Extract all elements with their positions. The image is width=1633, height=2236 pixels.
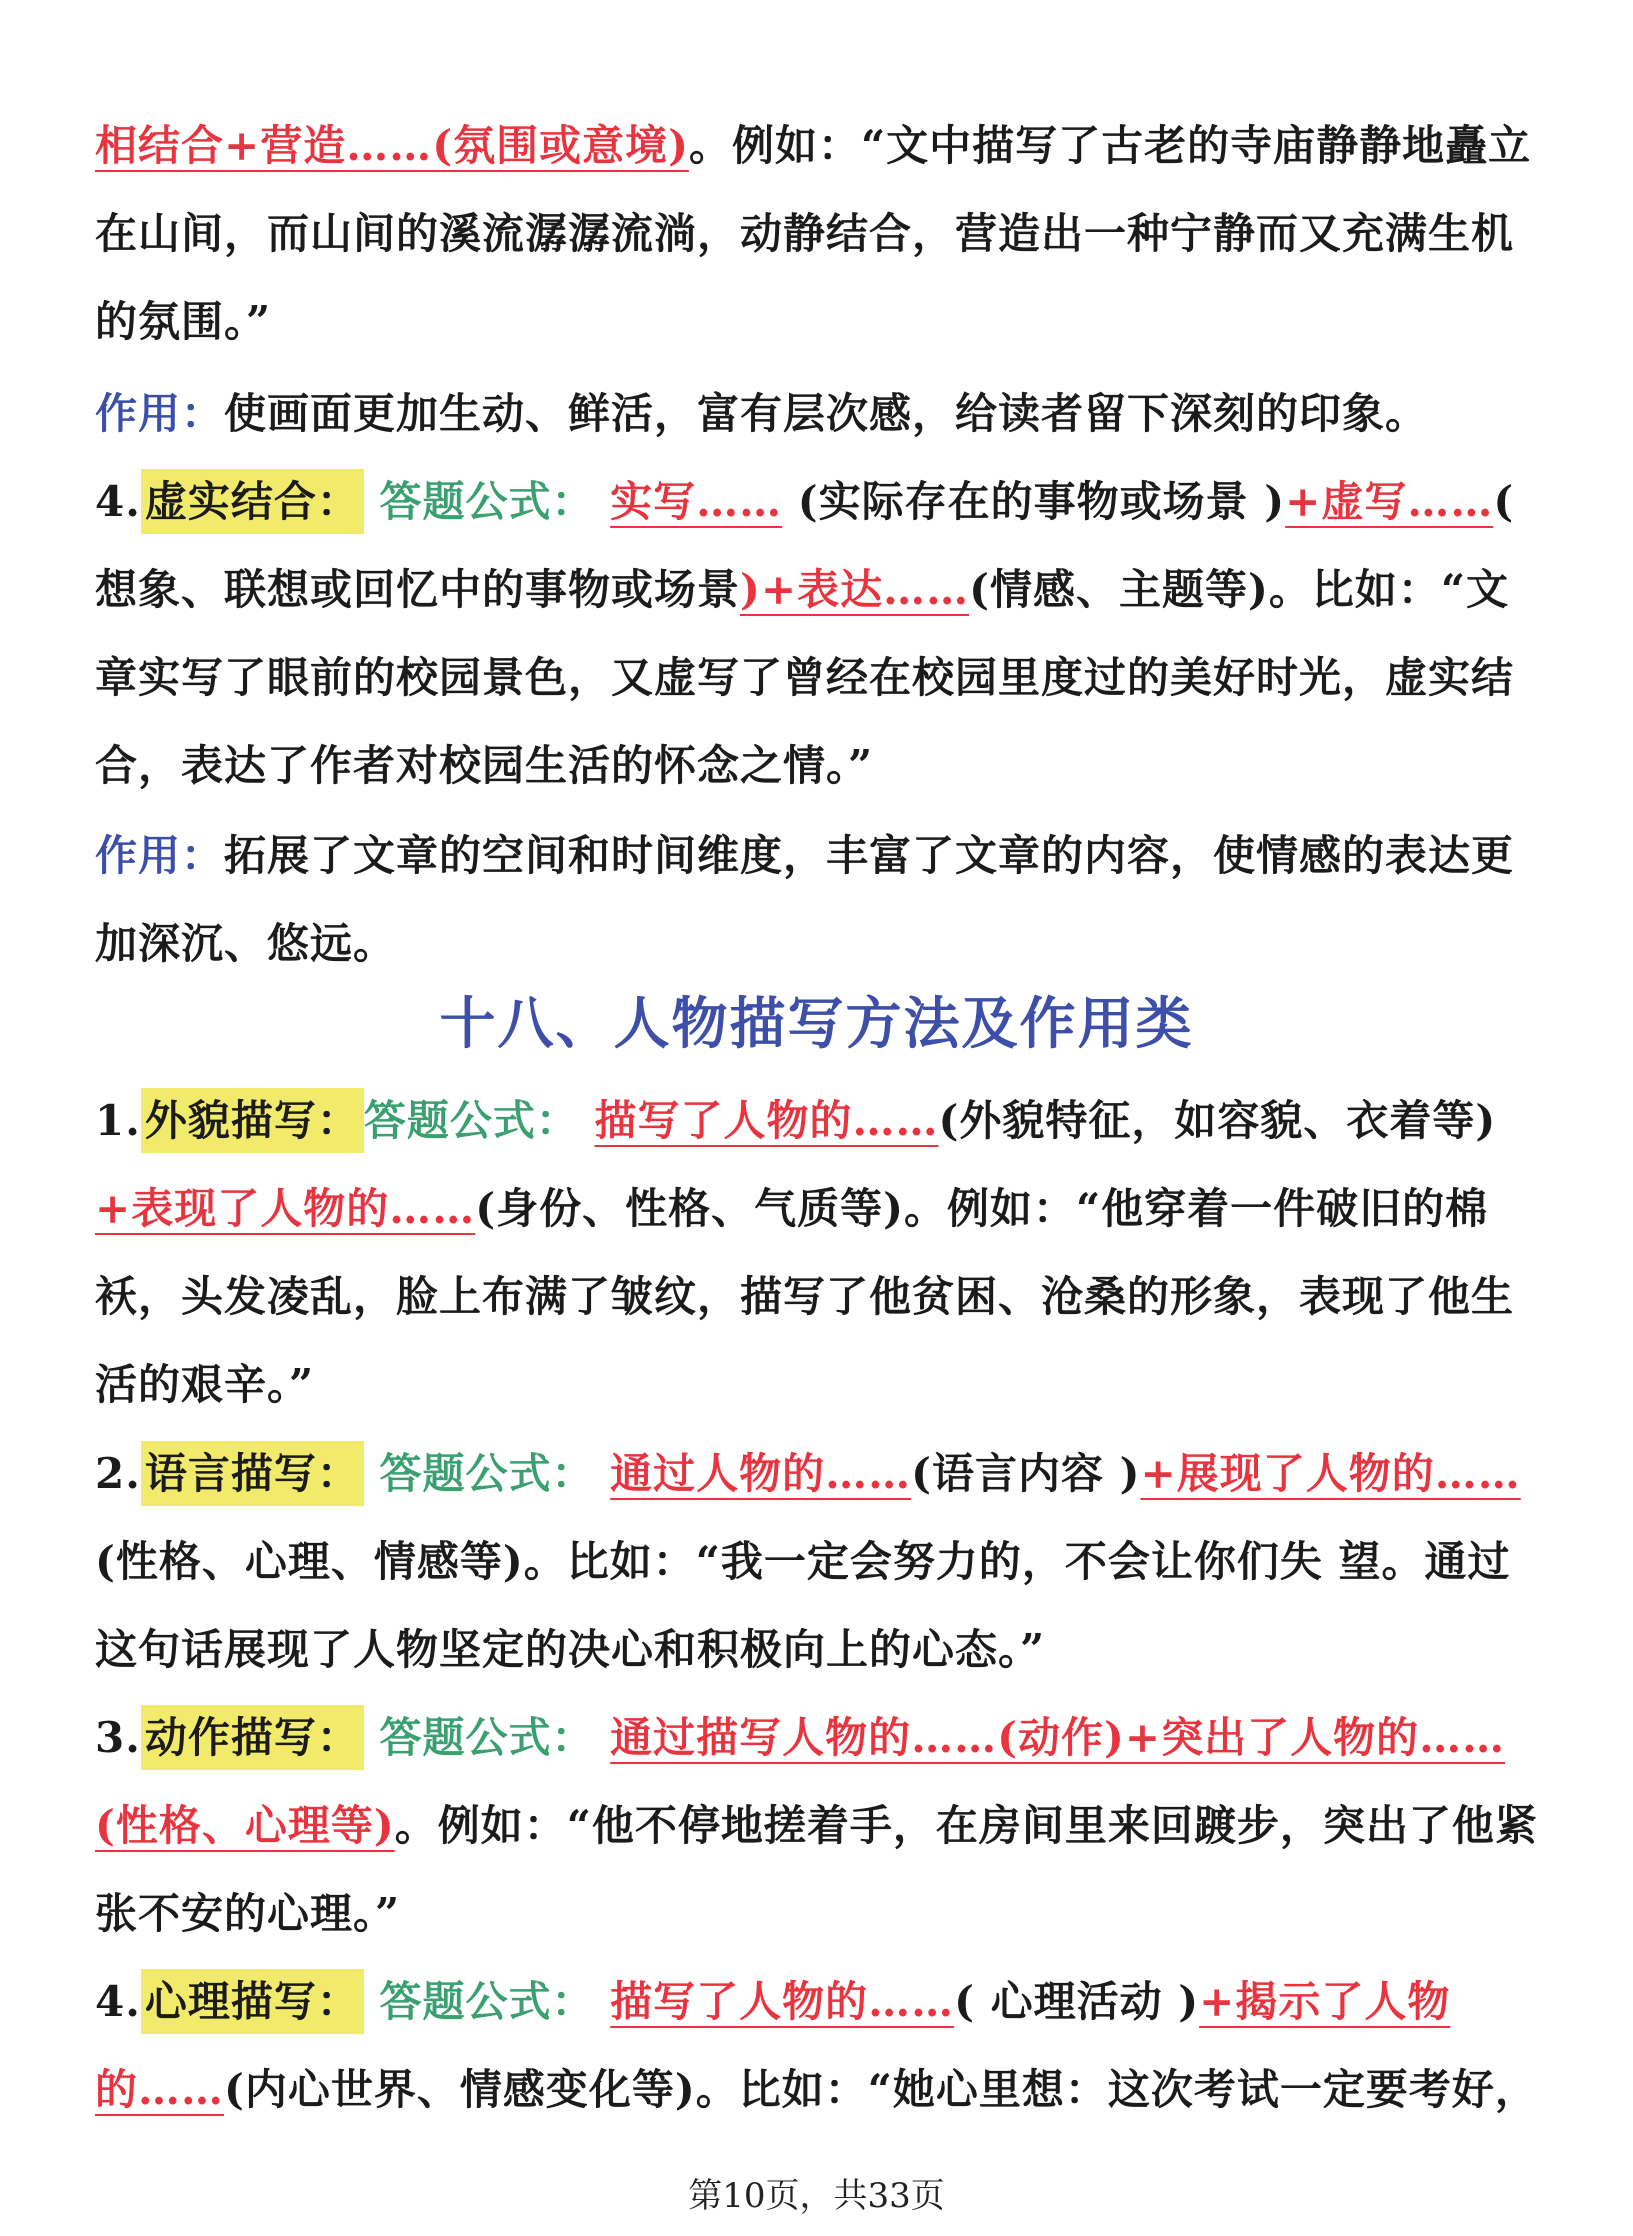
formula-part-2: +展现了人物的…… bbox=[1140, 1449, 1521, 1498]
example-text: (身份、性格、气质等)。例如：“他穿着一件破旧的棉袄，头发凌乱，脸上布满了皱纹，描写了他贫困、沧桑的形象，表现了他生活的艰辛。” bbox=[95, 1184, 1515, 1409]
example-text: (内心世界、情感变化等)。比如：“她心里想：这次考试一定要考好， bbox=[224, 2065, 1538, 2114]
formula-part-1: 描写了人物的…… bbox=[610, 1977, 955, 2026]
formula-note-1: ( 心理活动 ) bbox=[954, 1977, 1200, 2026]
formula-part-2: +揭示了人物的…… bbox=[95, 1977, 1451, 2114]
formula-label: 答题公式： bbox=[379, 1713, 595, 1762]
formula-label: 答题公式： bbox=[363, 1096, 579, 1145]
effect-paragraph-1 bbox=[95, 370, 1545, 458]
item-waimao-miaoxie bbox=[95, 1077, 1545, 1429]
item-number: 2. bbox=[95, 1449, 141, 1498]
item-number: 4. bbox=[95, 477, 141, 526]
example-text: 。例如：“他不停地搓着手，在房间里来回踱步，突出了他紧张不安的心理。” bbox=[95, 1801, 1538, 1938]
formula-label: 答题公式： bbox=[379, 1977, 595, 2026]
formula-label: 答题公式： bbox=[379, 1449, 595, 1498]
highlighted-tag: 心理描写： bbox=[141, 1969, 364, 2034]
highlighted-tag: 外貌描写： bbox=[141, 1088, 364, 1153]
example-text: (情感、主题等)。比如：“文章实写了眼前的校园景色，又虚写了曾经在校园里度过的美好时光，虚实结合，表达了作者对校园生活的怀念之情。” bbox=[95, 565, 1515, 790]
item-xushi-jiehe bbox=[95, 458, 1545, 810]
effect-text: 使画面更加生动、鲜活，富有层次感，给读者留下深刻的印象。 bbox=[224, 389, 1429, 438]
formula-note-1: (实际存在的事物或场景 ) bbox=[782, 477, 1286, 526]
example-text: (性格、心理、情感等)。比如：“我一定会努力的，不会让你们失 望。通过这句话展现了人物坚定的决心和积极向上的心态。” bbox=[95, 1537, 1511, 1674]
formula-part-1: 通过描写人物的……(动作)+突出了人物的…… bbox=[610, 1713, 1506, 1762]
effect-label: 作用： bbox=[95, 389, 225, 438]
page-footer: 第10页，共33页 bbox=[688, 2176, 945, 2216]
item-dongzuo-miaoxie bbox=[95, 1694, 1545, 1958]
effect-text: 拓展了文章的空间和时间维度，丰富了文章的内容，使情感的表达更加深沉、悠远。 bbox=[95, 831, 1515, 968]
item-yuyan-miaoxie bbox=[95, 1430, 1545, 1694]
effect-paragraph-2 bbox=[95, 812, 1545, 988]
formula-part-1: 实写…… bbox=[610, 477, 783, 526]
highlighted-tag: 动作描写： bbox=[141, 1705, 364, 1770]
formula-part-3: )+表达…… bbox=[740, 565, 970, 614]
formula-note-1: (语言内容 ) bbox=[911, 1449, 1141, 1498]
paragraph-3-continued bbox=[95, 102, 1545, 366]
formula-part-1: 通过人物的…… bbox=[610, 1449, 912, 1498]
formula-part-2: +表现了人物的…… bbox=[95, 1184, 476, 1233]
formula-part-2: (性格、心理等) bbox=[95, 1801, 395, 1850]
item-number: 1. bbox=[95, 1096, 141, 1145]
formula-part-1: 描写了人物的…… bbox=[594, 1096, 939, 1145]
formula-note-2: ( 想象、联想或回忆中的事物或场景 bbox=[95, 477, 1515, 614]
formula-part-2: +虚写…… bbox=[1285, 477, 1494, 526]
section-title: 十八、人物描写方法及作用类 bbox=[439, 991, 1194, 1057]
item-number: 4. bbox=[95, 1977, 141, 2026]
example-text: 。例如：“文中描写了古老的寺庙静静地矗立在山间，而山间的溪流潺潺流淌，动静结合，营造出一种宁静而又充满生机的氛围。” bbox=[95, 121, 1532, 346]
formula-text: 相结合+营造……(氛围或意境) bbox=[95, 121, 689, 170]
item-number: 3. bbox=[95, 1713, 141, 1762]
item-xinli-miaoxie bbox=[95, 1958, 1545, 2134]
effect-label: 作用： bbox=[95, 831, 225, 880]
highlighted-tag: 虚实结合： bbox=[141, 469, 364, 534]
formula-label: 答题公式： bbox=[379, 477, 595, 526]
formula-note-1: (外貌特征，如容貌、衣着等) bbox=[938, 1096, 1497, 1145]
highlighted-tag: 语言描写： bbox=[141, 1441, 364, 1506]
